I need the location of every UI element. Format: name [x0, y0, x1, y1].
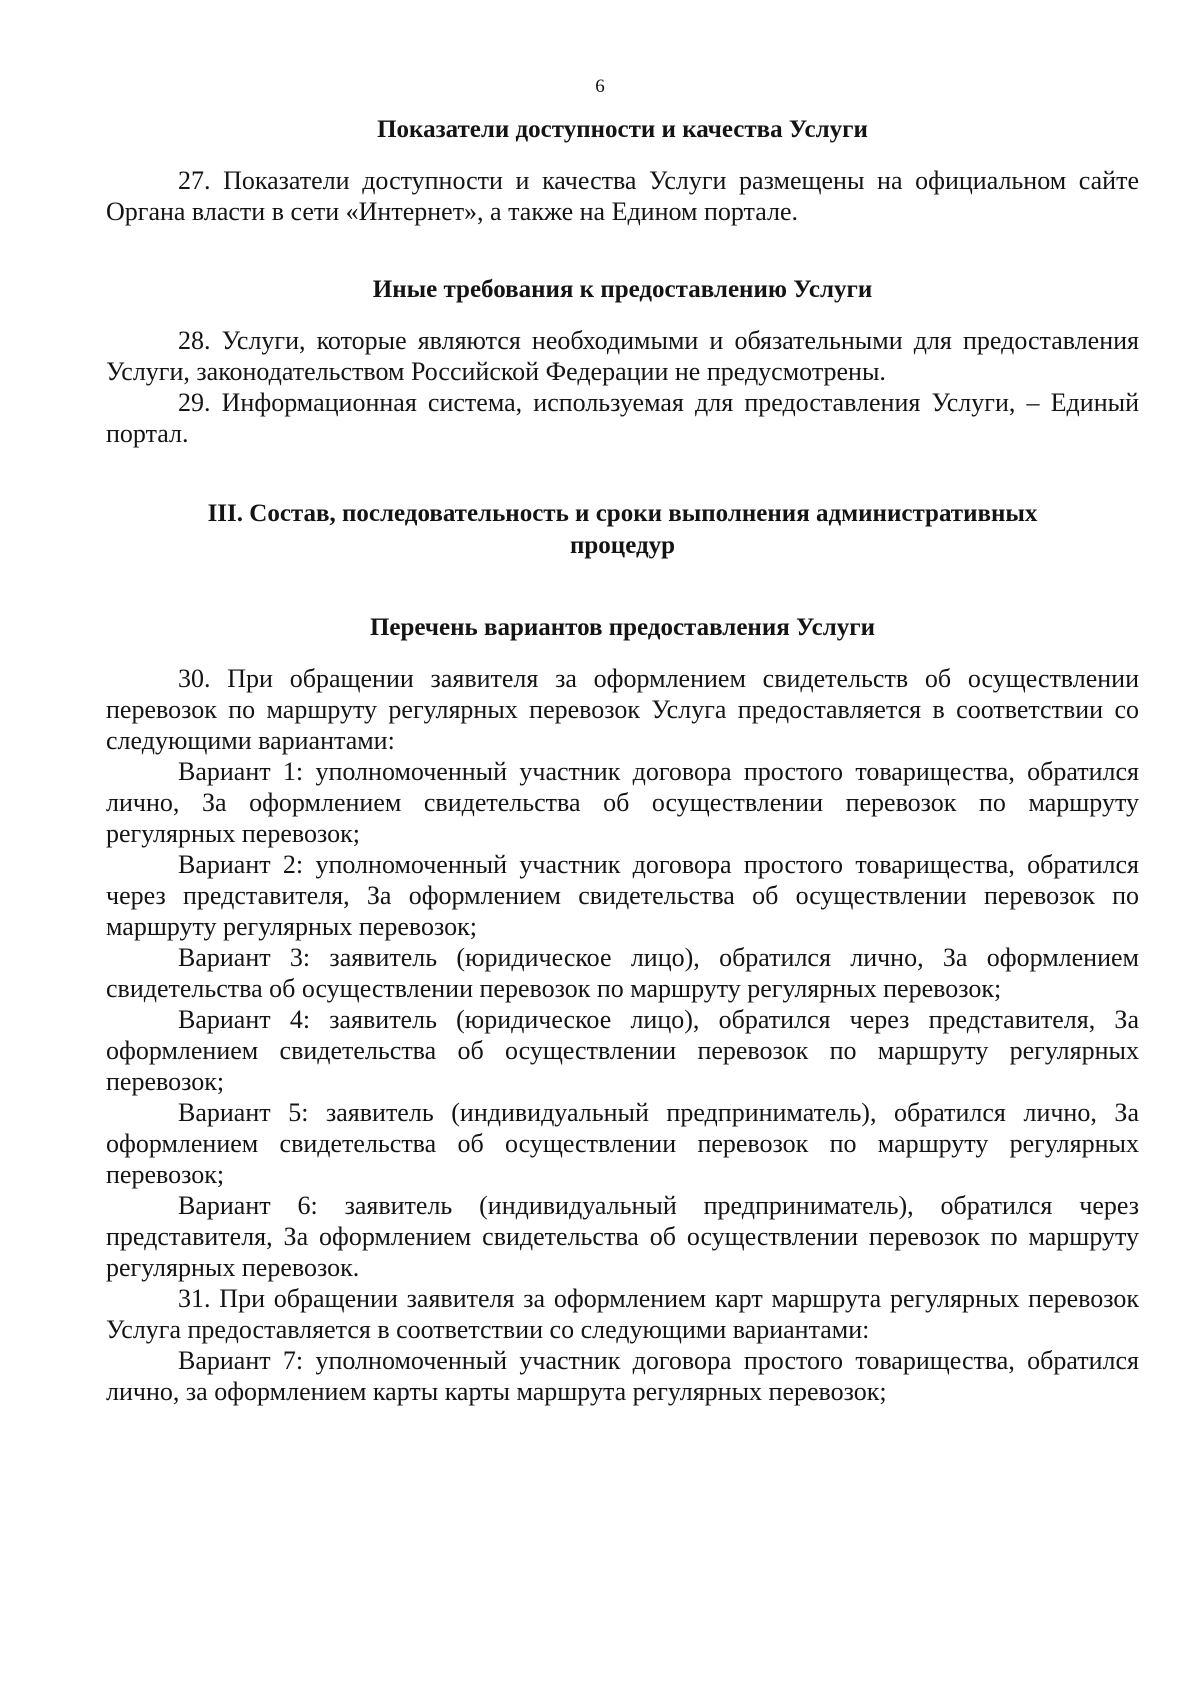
variant-4: Вариант 4: заявитель (юридическое лицо), обратился через представителя, За оформлением свидетельства об осуществлении перевозок по маршруту регулярных перевозок;	[106, 1005, 1139, 1096]
subsection-heading-variants: Перечень вариантов предоставления Услуги	[369, 614, 876, 641]
chapter-heading-line-1: III. Состав, последовательность и сроки выполнения административных	[207, 500, 1038, 527]
variant-2: Вариант 2: уполномоченный участник договора простого товарищества, обратился через представителя, За оформлением свидетельства об осуществлении перевозок по маршруту регулярных перевозок;	[106, 850, 1139, 941]
paragraph-27: 27. Показатели доступности и качества Услуги размещены на официальном сайте Органа власти в сети «Интернет», а также на Едином портале.	[106, 166, 1139, 226]
paragraph-30: 30. При обращении заявителя за оформлением свидетельств об осуществлении перевозок по маршруту регулярных перевозок Услуга предоставляется в соответствии со следующими вариантами:	[106, 664, 1139, 755]
variant-6: Вариант 6: заявитель (индивидуальный предприниматель), обратился через представителя, За оформлением свидетельства об осуществлении перевозок по маршруту регулярных перевозок.	[106, 1191, 1139, 1282]
variant-5: Вариант 5: заявитель (индивидуальный предприниматель), обратился лично, За оформлением свидетельства об осуществлении перевозок по маршруту регулярных перевозок;	[106, 1098, 1139, 1189]
paragraph-29: 29. Информационная система, используемая для предоставления Услуги, – Единый портал.	[106, 388, 1139, 448]
section-heading-other-requirements: Иные требования к предоставлению Услуги	[372, 276, 873, 303]
chapter-heading-line-2: процедур	[569, 532, 676, 559]
variant-3: Вариант 3: заявитель (юридическое лицо), обратился лично, За оформлением свидетельства об осуществлении перевозок по маршруту регулярных перевозок;	[106, 943, 1139, 1003]
paragraph-28: 28. Услуги, которые являются необходимыми и обязательными для предоставления Услуги, законодательством Российской Федерации не предусмотрены.	[106, 326, 1139, 386]
chapter-heading	[106, 498, 1139, 562]
page-content	[106, 114, 1139, 1407]
paragraph-31: 31. При обращении заявителя за оформлением карт маршрута регулярных перевозок Услуга предоставляется в соответствии со следующими вариантами:	[106, 1284, 1139, 1344]
section-heading-availability: Показатели доступности и качества Услуги	[377, 116, 868, 143]
page-number: 6	[595, 76, 605, 97]
variant-1: Вариант 1: уполномоченный участник договора простого товарищества, обратился лично, За оформлением свидетельства об осуществлении перевозок по маршруту регулярных перевозок;	[106, 757, 1139, 848]
variant-7: Вариант 7: уполномоченный участник договора простого товарищества, обратился лично, за оформлением карты карты маршрута регулярных перевозок;	[106, 1346, 1139, 1406]
